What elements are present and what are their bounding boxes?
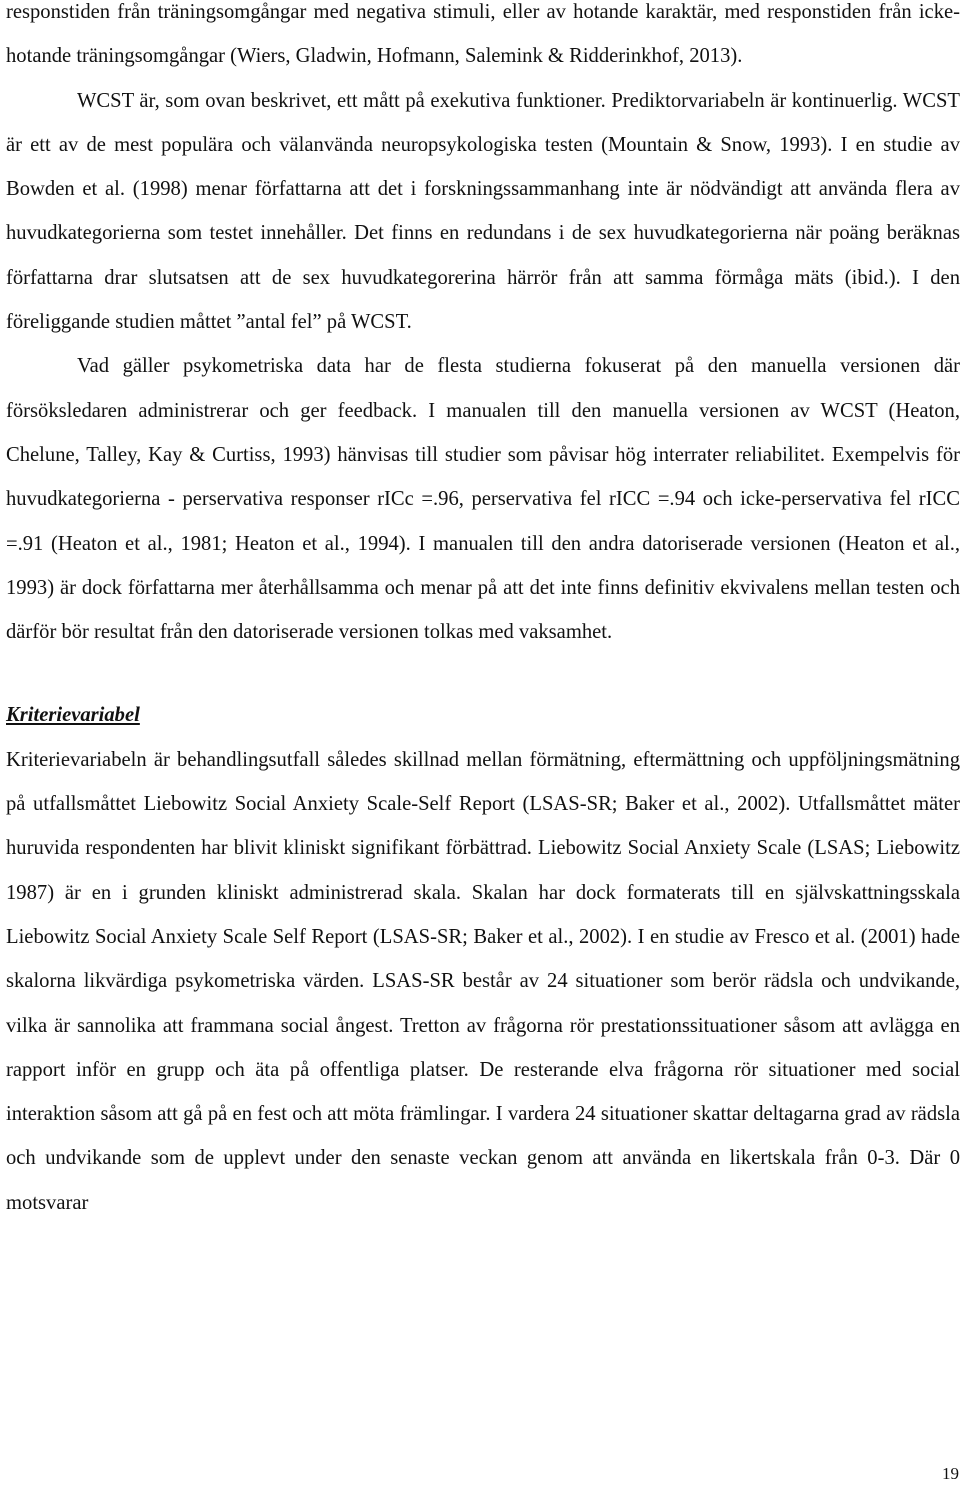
- paragraph-psychometrics: Vad gäller psykometriska data har de flesta studierna fokuserat på den manuella versionen där försöksledaren administrerar och ger feedback. I manualen till den manuella versionen av WCST (Heaton, Chelune, Talley, Kay & Curtiss, 1993) hänvisas till studier som påvisar hög interrater reliabilitet. Exempelvis för huvudkategorierna - perservativa responser rICc =.96, perservativa fel rICC =.94 och icke-perservativa fel rICC =.91 (Heaton et al., 1981; Heaton et al., 1994). I manualen till den andra datoriserade versionen (Heaton et al., 1993) är dock författarna mer återhållsamma och menar på att det inte finns definitiv ekvivalens mellan testen och därför bör resultat från den datoriserade versionen tolkas med vaksamhet.: [6, 355, 960, 644]
- paragraph-criterion-variable: Kriterievariabeln är behandlingsutfall således skillnad mellan förmätning, eftermättning och uppföljningsmätning på utfallsmåttet Liebowitz Social Anxiety Scale-Self Report (LSAS-SR; Baker et al., 2002). Utfallsmåttet mäter huruvida respondenten har blivit kliniskt signifikant förbättrad. Liebowitz Social Anxiety Scale (LSAS; Liebowitz 1987) är en i grunden kliniskt administrerad skala. Skalan har dock formaterats till en självskattningsskala Liebowitz Social Anxiety Scale Self Report (LSAS-SR; Baker et al., 2002). I en studie av Fresco et al. (2001) hade skalorna likvärdiga psykometriska värden. LSAS-SR består av 24 situationer som berör rädsla och undvikande, vilka är sannolika att frammana social ångest. Tretton av frågorna rör prestationssituationer såsom att avlägga en rapport inför en grupp och äta på offentliga platser. De resterande elva frågorna rör situationer med social interaktion såsom att gå på en fest och att möta främlingar. I vardera 24 situationer skattar deltagarna grad av rädsla och undvikande som de upplevt under den senaste veckan genom att använda en likertskala från 0-3. Där 0 motsvarar: [6, 748, 960, 1214]
- paragraph-continued: responstiden från träningsomgångar med negativa stimuli, eller av hotande karaktär, med responstiden från icke-hotande träningsomgångar (Wiers, Gladwin, Hofmann, Salemink & Ridderinkhof, 2013).: [6, 1, 960, 68]
- section-heading: Kriterievariabel: [6, 704, 140, 727]
- paragraph-wcst: WCST är, som ovan beskrivet, ett mått på exekutiva funktioner. Prediktorvariabeln är kontinuerlig. WCST är ett av de mest populära och välanvända neuropsykologiska testen (Mountain & Snow, 1993). I en studie av Bowden et al. (1998) menar författarna att det i forskningssammanhang inte är nödvändigt att använda flera av huvudkategorierna som testet innehåller. Det finns en redundans i de sex huvudkategorierna när poäng beräknas författarna drar slutsatsen att de sex huvudkategorerina härrör från att samma förmåga mäts (ibid.). I den föreliggande studien måttet ”antal fel” på WCST.: [6, 89, 960, 334]
- page-number: 19: [942, 1464, 959, 1483]
- document-page: [6, 0, 960, 1485]
